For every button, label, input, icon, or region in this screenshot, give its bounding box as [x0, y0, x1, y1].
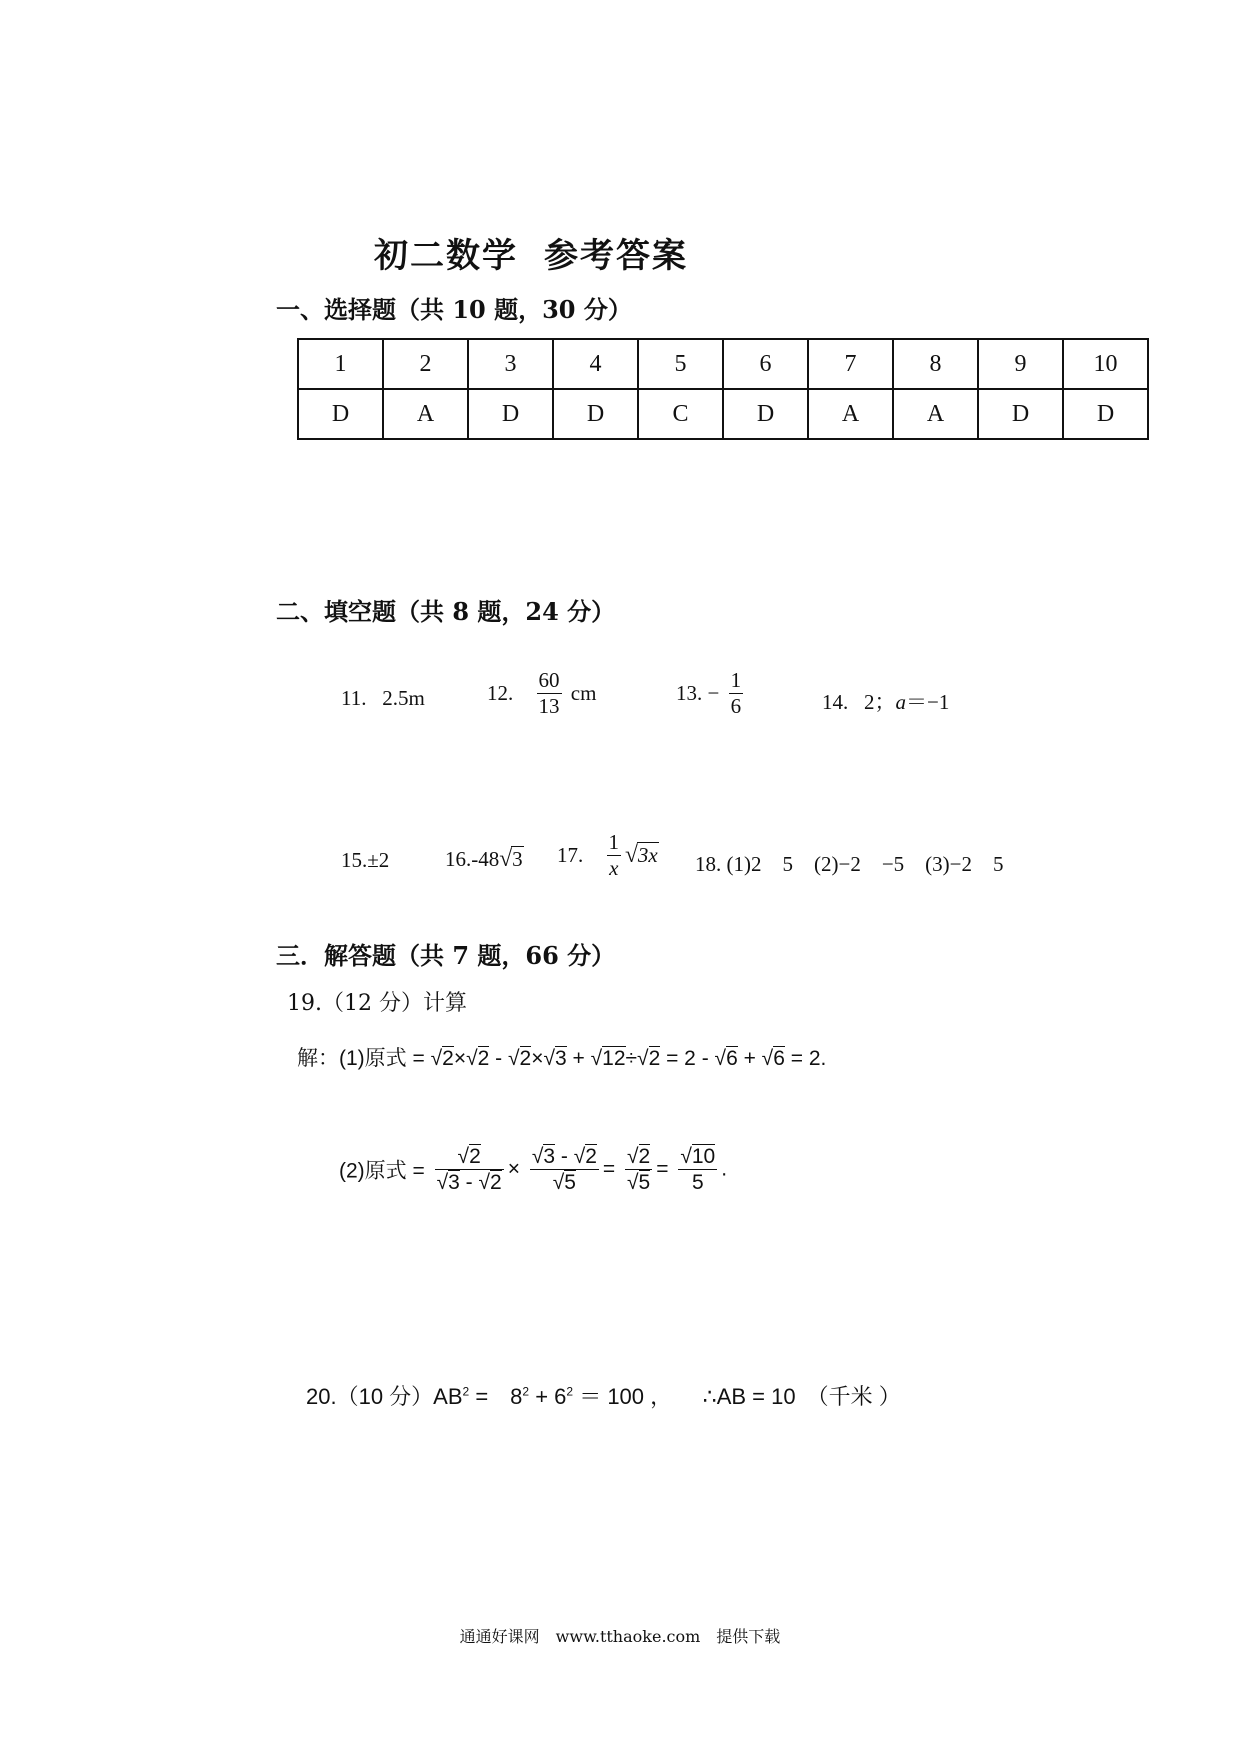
- table-cell: A: [383, 389, 468, 439]
- table-cell: 10: [1063, 339, 1148, 389]
- table-cell: 2: [383, 339, 468, 389]
- answer-15: 15.±2: [341, 848, 390, 872]
- table-cell: C: [638, 389, 723, 439]
- table-cell: 9: [978, 339, 1063, 389]
- q16-radicand: 3: [512, 847, 523, 871]
- table-cell: A: [893, 389, 978, 439]
- q12-fraction: [537, 668, 562, 719]
- table-cell: 4: [553, 339, 638, 389]
- table-cell: D: [468, 389, 553, 439]
- answer-12: [487, 668, 596, 719]
- answer-11: [341, 686, 425, 711]
- q13-fraction: [729, 668, 744, 719]
- answer-table: [297, 338, 1149, 440]
- table-cell: 1: [298, 339, 383, 389]
- section-choice-heading: 一、选择题（共 10 题，30 分）: [276, 295, 632, 324]
- q20-equals-8: = 8: [469, 1384, 523, 1409]
- section-fill-heading: 二、填空题（共 8 题，24 分）: [276, 597, 616, 626]
- table-cell: 3: [468, 339, 553, 389]
- q19-part1-expression: √2×√2 - √2×√3 + √12÷√2 = 2 - √6 + √6 = 2.: [430, 1047, 827, 1070]
- q19-part1: [297, 1042, 826, 1072]
- q17-numerator: 1: [607, 830, 622, 856]
- q17-radicand: 3x: [637, 843, 658, 868]
- q19-part2: (2)原式 = $\frac{√2}{√3 - √2}$ × $\frac{√3 - √2}{√5}$ = $\frac{√2}{√5}$ = $\frac{√10}{5}$ .: [339, 1145, 728, 1195]
- table-cell: 8: [893, 339, 978, 389]
- q12-number: 12.: [487, 681, 514, 706]
- table-cell: A: [808, 389, 893, 439]
- q20-plus-6: + 6: [529, 1384, 567, 1409]
- q16-coefficient: -48: [471, 847, 500, 871]
- answer-17: [557, 830, 659, 881]
- table-cell: 7: [808, 339, 893, 389]
- q13-number: 13.: [676, 681, 703, 706]
- table-cell: D: [978, 389, 1063, 439]
- q19-heading: 19.（12 分）计算: [287, 991, 467, 1016]
- q17-denominator: x: [609, 856, 619, 881]
- q20-therefore: ∴AB = 10 （千米 ）: [702, 1384, 901, 1409]
- answer-table-number-row: [298, 339, 1148, 389]
- q16-number: 16.: [445, 847, 472, 871]
- q11-number: 11.: [341, 686, 367, 710]
- q17-fraction: [607, 830, 622, 881]
- q19-fraction-2: $\frac{√3 - √2}{√5}$: [531, 1145, 597, 1195]
- footer-source: 通通好课网 www.tthaoke.com 提供下载: [459, 1627, 781, 1646]
- q11-value: 2.5m: [382, 686, 425, 710]
- q20-heading: 20.（10 分）AB: [306, 1384, 463, 1409]
- q20-line: 20.（10 分）$AB^2$ = $8^2 + 6^2 = 100$ ， ∴AB = 10 （千米 ）: [306, 1384, 901, 1409]
- q12-unit: cm: [570, 681, 597, 706]
- answer-14: [822, 686, 949, 716]
- page-title: [374, 228, 688, 277]
- table-cell: 6: [723, 339, 808, 389]
- table-cell: D: [1063, 389, 1148, 439]
- answer-16: [445, 846, 524, 873]
- q12-denominator: 13: [538, 694, 560, 719]
- q13-sign: −: [707, 681, 720, 706]
- q14-number: 14.: [822, 690, 849, 714]
- section-solve-heading: 三．解答题（共 7 题，66 分）: [276, 941, 616, 970]
- title-subject: 初二数学: [374, 236, 518, 276]
- q14-variable: a: [895, 690, 906, 714]
- q16-radical: √3: [499, 846, 523, 872]
- table-cell: D: [553, 389, 638, 439]
- q17-number: 17.: [557, 843, 584, 868]
- q14-equation: ＝−1: [906, 690, 950, 714]
- answer-table-answer-row: [298, 389, 1148, 439]
- title-main: 参考答案: [544, 236, 688, 276]
- q19-fraction-4: $\frac{√10}{5}$: [680, 1145, 716, 1195]
- q20-equals-100: ＝ 100 ，: [573, 1384, 673, 1409]
- q19-part1-prefix: 解：(1)原式 =: [297, 1047, 425, 1070]
- answer-18: 18. (1)2 5 (2)−2 −5 (3)−2 5: [695, 852, 1004, 876]
- q12-numerator: 60: [537, 668, 562, 694]
- q13-numerator: 1: [729, 668, 744, 694]
- q17-radical: √3x: [625, 842, 658, 869]
- q13-denominator: 6: [730, 694, 742, 719]
- q19-fraction-1: $\frac{√2}{√3 - √2}$: [436, 1145, 502, 1195]
- q19-part2-prefix: (2)原式 =: [339, 1159, 425, 1183]
- table-cell: D: [298, 389, 383, 439]
- q19-fraction-3: $\frac{√2}{√5}$: [627, 1145, 651, 1195]
- q14-value: 2；: [864, 690, 896, 714]
- answer-13: [676, 668, 747, 719]
- table-cell: 5: [638, 339, 723, 389]
- table-cell: D: [723, 389, 808, 439]
